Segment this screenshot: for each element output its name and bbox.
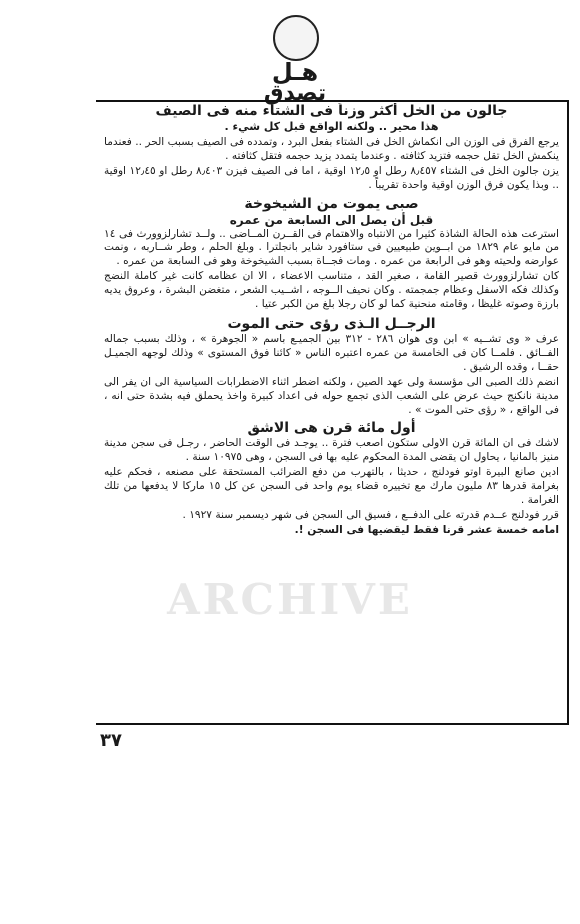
article-paragraph: عرف « وى تشــيه » ابن وى هوان ٢٨٦ - ٣١٢ بين الجميـع باسم « الجوهرة » ، وذلك بسبب جماله الفــائق . فلمــا كان فى الخامسة من عمره اعتبره الناس « كائنا فوق المستوى » وذلك لوجهه الجميـل حقــا ، وقده الرشيق . (104, 332, 559, 373)
article-title: جالون من الخل أكثر وزناً فى الشتاء منه فى الصيف (155, 103, 508, 119)
logo-word-hal: هـل (271, 58, 319, 86)
article-paragraph: لاشك فى ان المائة قرن الاولى ستكون اصعب فترة .. يوجـد فى الوقت الحاضر ، رجـل فى سجن مدينة منيز بالمانيا ، يحاول ان يقضى المدة المحكوم عليه بها فى السجن ، وهى ١٠٩٧٥ سنة . (104, 437, 559, 464)
logo-word-tasadeq: تصدق (263, 81, 327, 106)
article-stared-to-death (104, 316, 559, 417)
article-subtitle: قبل أن يصل الى السابعة من عمره (229, 212, 434, 227)
article-title: أول مائة قرن هى الاشق (247, 420, 416, 437)
article-paragraph: يزن جالون الخل فى الشتاء ٨٫٤٥٧ رطل او ١٢٫٥ اوقية ، اما فى الصيف فيزن ٨٫٤٠٣ رطل او ١٢٫٤٥ اوقية .. وبذا يكون فرق الوزن اوقية واحدة تقريباً . (104, 164, 559, 191)
logo-circle-emblem (273, 15, 319, 61)
article-paragraph: امامه خمسة عشر قرنا فقط ليقضيها فى السجن !. (294, 523, 559, 536)
article-title: صبى يموت من الشيخوخة (244, 195, 419, 212)
archive-watermark: ARCHIVE (167, 575, 413, 624)
page-number: ٣٧ (100, 730, 122, 751)
article-lead: هذا محير .. ولكنه الواقع قبل كل شيء . (224, 120, 439, 133)
article-vinegar (104, 103, 559, 193)
article-title: الرجــل الـذى رؤى حتى الموت (227, 315, 436, 332)
article-paragraph: ادين صانع البيرة اوتو فودلنج ، حديثا ، بالتهرب من دفع الضرائب المستحقة على مصنعه ، فحكم عليه بغرامة قدرها ٨٣ مليون مارك مع تخييره قضاء يوم واحد فى السجن عن كل ١٥ ماركا لا يدفعها من تلك الغرامة . (104, 466, 559, 507)
logo (255, 15, 335, 105)
article-paragraph: استرعت هذه الحالة الشاذة كثيرا من الانتباه والاهتمام فى القــرن المــاضى .. ولــد تشارلزوورث فى ١٤ من مايو عام ١٨٢٩ من ابــوين طبيعيين فى ستافورد شاير بانجلترا . وبلغ الحلم ، وطر شــاربه ، ونمت عوارضه ولحيته وهو فى الرابعة من عمره . ومات فجــاة بسبب الشيخوخة وهو فى السابعة من عمره . (104, 227, 559, 268)
article-content (104, 103, 559, 723)
article-hundred-centuries (104, 420, 559, 537)
article-paragraph: كان تشارلزوورث قصير القامة ، صغير القد ، متناسب الاعضاء ، الا ان عظامه كانت غير كاملة النضج وكذلك فكه الاسفل وعظام جمجمته . وكان نحيف الــوجه ، اشــيب الشعر ، متغضن البشرة ، وعروق يديه بارزة وصوته غليظا ، وقامته منحنية كما لو كان رجلا بلغ من الكبر عتيا . (104, 270, 559, 311)
article-paragraph: يرجع الفرق فى الوزن الى انكماش الخل فى الشتاء بفعل البرد ، وتمدده فى الصيف بسبب الحر .. فعندما ينكمش الخل تقل حجمه فتزيد كثافته . وعندما يتمدد يزيد حجمه فتقل كثافته . (104, 135, 559, 162)
article-boy-old-age (104, 196, 559, 312)
article-paragraph: انضم ذلك الصبى الى مؤسسة ولى عهد الصين ، ولكنه اضطر اثناء الاضطرابات السياسية الى ان يفر الى مدينة نانكنج حيث عرض على الشعب الذى تجمع حوله فى اعداد كبيرة واخذ يحملق فيه بشدة حتى انه ، فى الواقع ، « رؤى حتى الموت » . (104, 375, 559, 416)
article-paragraph: قرر فودلنج عــدم قدرته على الدفــع ، فسيق الى السجن فى شهر ديسمبر سنة ١٩٢٧ . (182, 508, 559, 521)
